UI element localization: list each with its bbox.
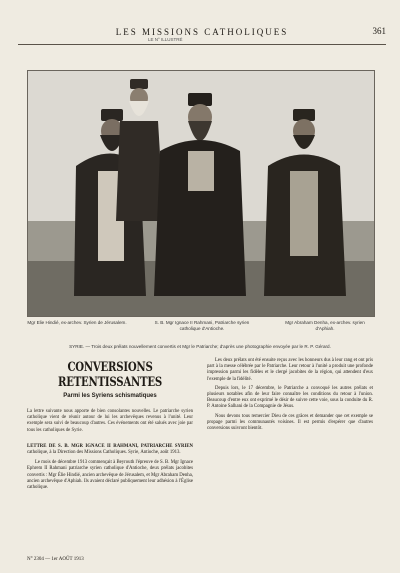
photo-captions — [27, 320, 373, 342]
letter-lead: LETTRE DE S. B. MGR IGNACE II RAHMANI, PATRIARCHE SYRIEN — [27, 443, 193, 449]
article-subhead: Parmi les Syriens schismatiques — [63, 393, 157, 399]
right-column — [207, 358, 373, 435]
caption-right: Mgr Abraham Denha, ex-archev. syrien d'Aphiah. — [285, 320, 365, 331]
article-paragraph: Le mois de décembre 1913 commençait à Beyrouth l'épreuve de S. B. Mgr Ignace Ephrem II Rahmani patriarche syrien catholique d'Antioche, deux prélats jacobites convertis : Mgr Élie Hindié, ancien archevêque de Jérusalem, et Mgr Abraham Denha, ancien archevêque d'Aphiah. Ils avaient déclaré publiquement leur adhésion à l'Église catholique. — [27, 460, 193, 491]
photo-credit: SYRIE. — Trois deux prélats nouvellement convertis et Mgr le Patriarche; d'après une photographie envoyée par le R. P. Gérard. — [69, 344, 331, 349]
header-subtitle: LE N° ILLUSTRÉ — [148, 37, 183, 42]
page-number: 361 — [372, 26, 386, 36]
publication-title: LES MISSIONS CATHOLIQUES — [115, 27, 289, 37]
right-paragraph-2: Depuis lors, le 17 décembre, le Patriarche a convoqué les autres prélats et plusieurs notables afin de leur faire connaître les conditions du retour à l'union. Beaucoup d'entre eux ont exprimé le désir de suivre cette voie, sous la conduite du R. P. Antoine Salhani de la Compagnie de Jésus. — [207, 385, 373, 410]
photo-illustration — [28, 71, 374, 316]
caption-center: S. B. Mgr Ignace II Rahmani, Patriarche syrien catholique d'Antioche. — [154, 320, 250, 331]
left-column — [27, 360, 193, 491]
caption-left: Mgr Elie Hindié, ex-archev. Syrien de Jérusalem. — [27, 320, 127, 325]
group-photograph — [27, 70, 375, 317]
page-header — [18, 24, 386, 45]
right-paragraph-1: Les deux prélats ont été ensuite reçus avec les honneurs dus à leur rang et ont pris part à la messe célébrée par le Patriarche. Leur retour à l'unité a produit une profonde impression parmi les fidèles et le clergé jacobites de la région, qui attendent d'eux l'exemple de la fidélité. — [207, 358, 373, 382]
article-lede: La lettre suivante nous apporte de bien consolantes nouvelles. Le patriarche syrien catholique vient de réunir autour de lui les archevêques revenus à l'unité. Leur exemple sera suivi de beaucoup d'autres. Ces événements ont été salués avec joie par tous les catholiques de Syrie. — [27, 409, 193, 433]
article-headline: CONVERSIONS RETENTISSANTES — [58, 360, 162, 390]
letter-rest: catholique, à la Direction des Missions Catholiques. Syrie, Antioche, août 1913. — [27, 450, 181, 456]
issue-number: N° 2304 — 1er AOÛT 1913 — [27, 557, 84, 562]
letter-heading — [27, 444, 193, 456]
right-paragraph-3: Nous devons tous remercier Dieu de ces grâces et demander que cet exemple se propage parmi les communautés voisines. Il est permis d'espérer que d'autres conversions suivront bientôt. — [207, 413, 373, 432]
